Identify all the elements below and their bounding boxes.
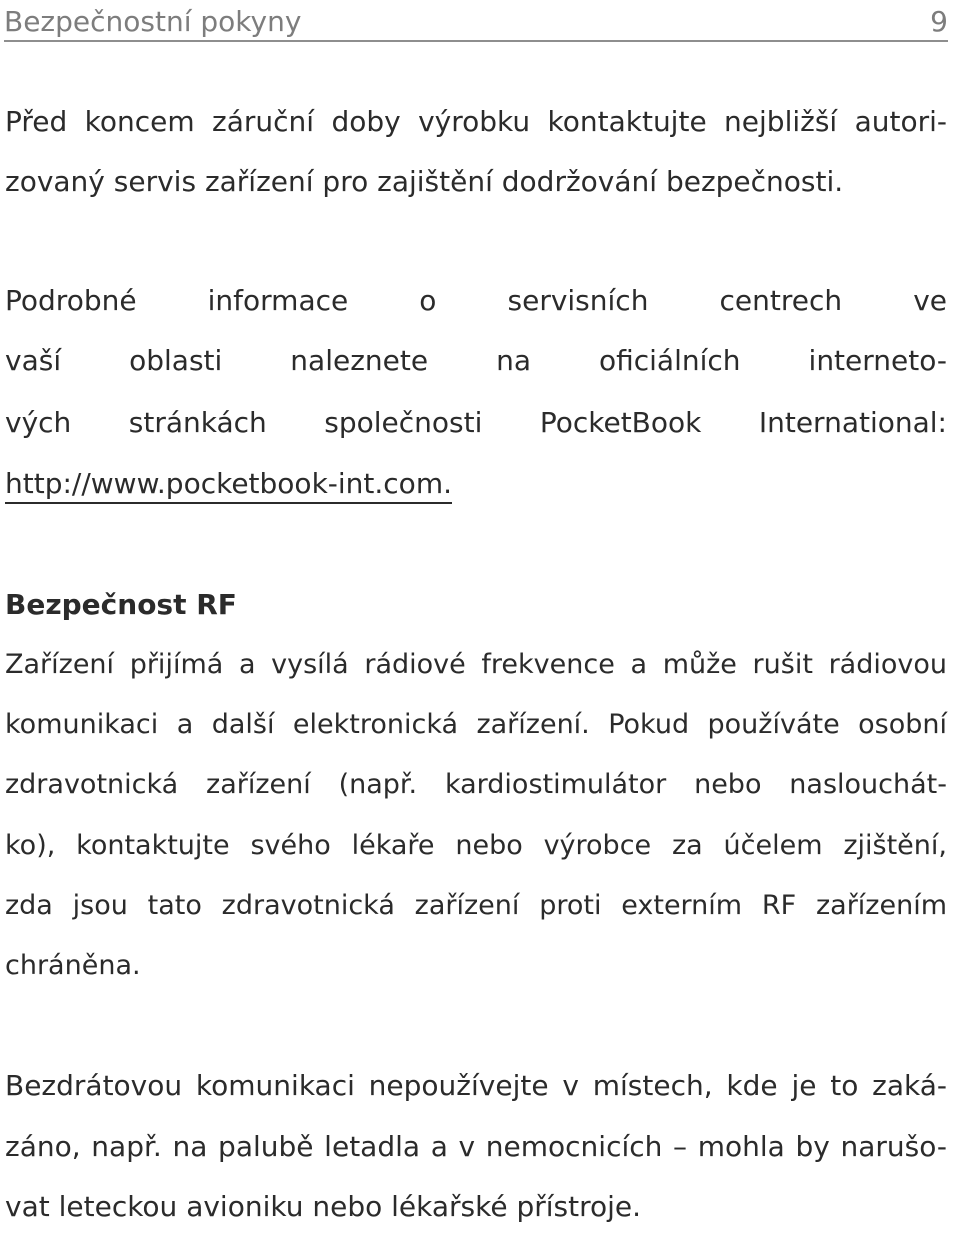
paragraph-line: komunikaci a další elektronická zařízení. Pokud používáte osobní bbox=[5, 709, 947, 740]
paragraph-line: chráněna. bbox=[5, 950, 141, 981]
paragraph-line: vaší oblasti naleznete na oficiálních interneto- bbox=[5, 344, 947, 377]
paragraph-line: ko), kontaktujte svého lékaře nebo výrobce za účelem zjištění, bbox=[5, 830, 947, 861]
website-link[interactable]: http://www.pocketbook-int.com. bbox=[5, 467, 452, 504]
section-title: Bezpečnostní pokyny bbox=[4, 5, 302, 38]
paragraph-line: Podrobné informace o servisních centrech ve bbox=[5, 284, 947, 317]
page-number: 9 bbox=[930, 5, 948, 38]
paragraph-line: Před koncem záruční doby výrobku kontaktujte nejbližší autori- bbox=[5, 105, 947, 138]
paragraph-line: Bezdrátovou komunikaci nepoužívejte v místech, kde je to zaká- bbox=[5, 1069, 947, 1102]
website-link-line bbox=[5, 466, 452, 502]
paragraph-line: zdravotnická zařízení (např. kardiostimulátor nebo naslouchát- bbox=[5, 769, 947, 800]
paragraph-line: zovaný servis zařízení pro zajištění dodržování bezpečnosti. bbox=[5, 165, 844, 198]
paragraph-line: zda jsou tato zdravotnická zařízení proti externím RF zařízením bbox=[5, 890, 947, 921]
paragraph-line: záno, např. na palubě letadla a v nemocnicích – mohla by narušo- bbox=[5, 1130, 947, 1163]
paragraph-line: Zařízení přijímá a vysílá rádiové frekvence a může rušit rádiovou bbox=[5, 649, 947, 680]
paragraph-line: vat leteckou avioniku nebo lékařské přístroje. bbox=[5, 1190, 642, 1223]
page-header bbox=[4, 2, 948, 42]
paragraph-line: vých stránkách společnosti PocketBook International: bbox=[5, 406, 947, 439]
section-heading: Bezpečnost RF bbox=[5, 588, 237, 621]
